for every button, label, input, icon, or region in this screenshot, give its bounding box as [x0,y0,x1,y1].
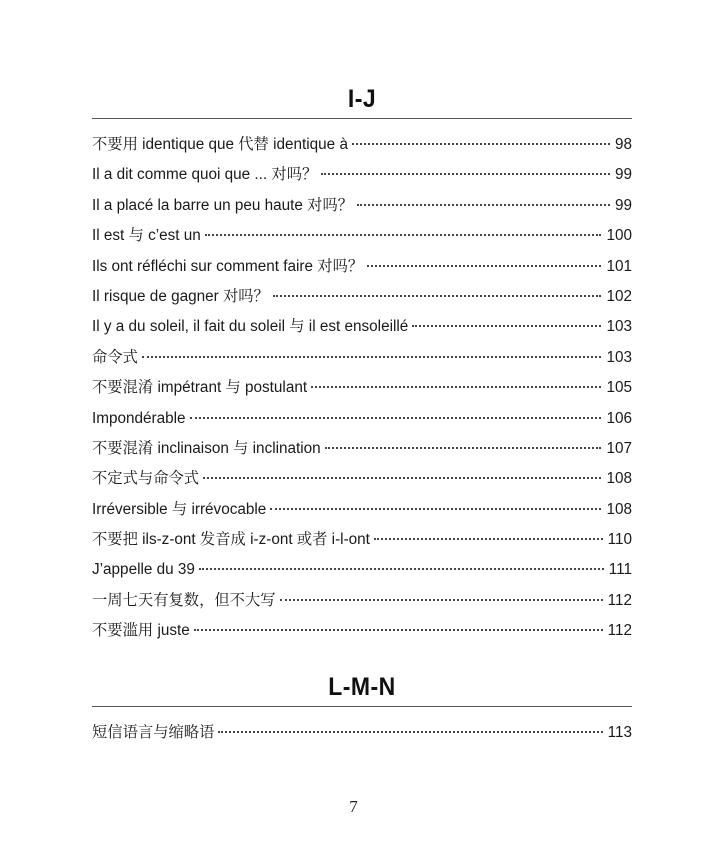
toc-entry[interactable] [92,434,632,464]
toc-entry[interactable] [92,404,632,434]
toc-entry[interactable] [92,191,632,221]
toc-entry-page: 112 [607,622,632,640]
dot-leader [194,629,603,631]
toc-entry-title: J’appelle du 39 [92,561,195,579]
toc-entry-page: 100 [606,227,632,245]
toc-entry[interactable] [92,718,632,748]
toc-entry[interactable] [92,525,632,555]
toc-entry-page: 99 [614,196,632,214]
section-divider [92,706,632,707]
toc-entry-title: 不定式与命令式 [92,470,200,488]
toc-entry[interactable] [92,464,632,494]
toc-entry-title: 一周七天有复数，但不大写 [92,591,276,609]
toc-entry-title: Impondérable [92,409,186,427]
dot-leader [205,234,602,236]
dot-leader [352,143,610,145]
toc-entry-page: 103 [606,348,632,366]
toc-entry-title: 不要用 identique que 代替 identique à [92,136,348,153]
toc-entry-page: 98 [614,136,632,153]
toc-entry[interactable] [92,312,632,342]
toc-entry-title: Il risque de gagner 对吗？ [92,287,269,305]
toc-entry[interactable] [92,555,632,585]
toc-entry[interactable] [92,586,632,616]
toc-entry-page: 105 [606,379,632,397]
toc-entry[interactable] [92,373,632,403]
toc-entry[interactable] [92,160,632,190]
toc-entry-title: 不要混淆 impétrant 与 postulant [92,379,308,397]
toc-entry[interactable] [92,130,632,160]
dot-leader [325,447,602,449]
page-number: 7 [349,797,358,816]
toc-entry-page: 112 [607,591,632,609]
section-i-j [92,84,632,647]
dot-leader [270,508,601,510]
toc-entry[interactable] [92,616,632,646]
dot-leader [321,173,610,175]
section-l-m-n [92,672,632,748]
dot-leader [273,295,602,297]
section-divider [92,118,632,119]
toc-list [92,718,632,748]
dot-leader [280,599,603,601]
toc-entry-page: 110 [607,531,632,549]
section-title: L-M-N [328,673,396,701]
toc-entry-page: 101 [606,257,632,275]
dot-leader [374,538,603,540]
toc-entry-page: 108 [606,500,632,518]
dot-leader [142,356,602,358]
toc-entry-page: 113 [607,724,632,741]
dot-leader [203,477,601,479]
toc-entry[interactable] [92,495,632,525]
toc-entry-title: 不要滥用 juste [92,622,190,640]
dot-leader [311,386,601,388]
toc-entry-title: Il a placé la barre un peu haute 对吗？ [92,196,354,214]
toc-list [92,130,632,647]
toc-entry-title: Il est 与 c’est un [92,227,201,245]
toc-entry-page: 106 [606,409,632,427]
toc-entry-title: Ils ont réfléchi sur comment faire 对吗？ [92,257,364,275]
dot-leader [357,204,610,206]
toc-entry[interactable] [92,343,632,373]
toc-entry-title: Irréversible 与 irrévocable [92,500,267,518]
toc-entry-title: Il a dit comme quoi que ... 对吗？ [92,166,318,184]
dot-leader [190,417,602,419]
toc-entry-title: 不要混淆 inclinaison 与 inclination [92,439,321,457]
toc-entry[interactable] [92,221,632,251]
toc-entry[interactable] [92,252,632,282]
dot-leader [218,731,602,733]
dot-leader [199,568,604,570]
toc-entry-page: 111 [608,561,632,579]
toc-entry-title: 命令式 [92,348,138,366]
toc-entry-title: 短信语言与缩略语 [92,724,215,741]
dot-leader [412,325,601,327]
section-title: I-J [347,85,377,113]
toc-entry-page: 99 [614,166,632,184]
toc-entry-page: 108 [606,470,632,488]
toc-entry-title: 不要把 ils-z-ont 发音成 i-z-ont 或者 i-l-ont [92,531,370,549]
toc-entry-page: 107 [606,439,632,457]
toc-entry-page: 102 [606,287,632,305]
dot-leader [367,265,601,267]
toc-entry-title: Il y a du soleil, il fait du soleil 与 il est ensoleillé [92,318,409,336]
toc-entry[interactable] [92,282,632,312]
toc-entry-page: 103 [606,318,632,336]
